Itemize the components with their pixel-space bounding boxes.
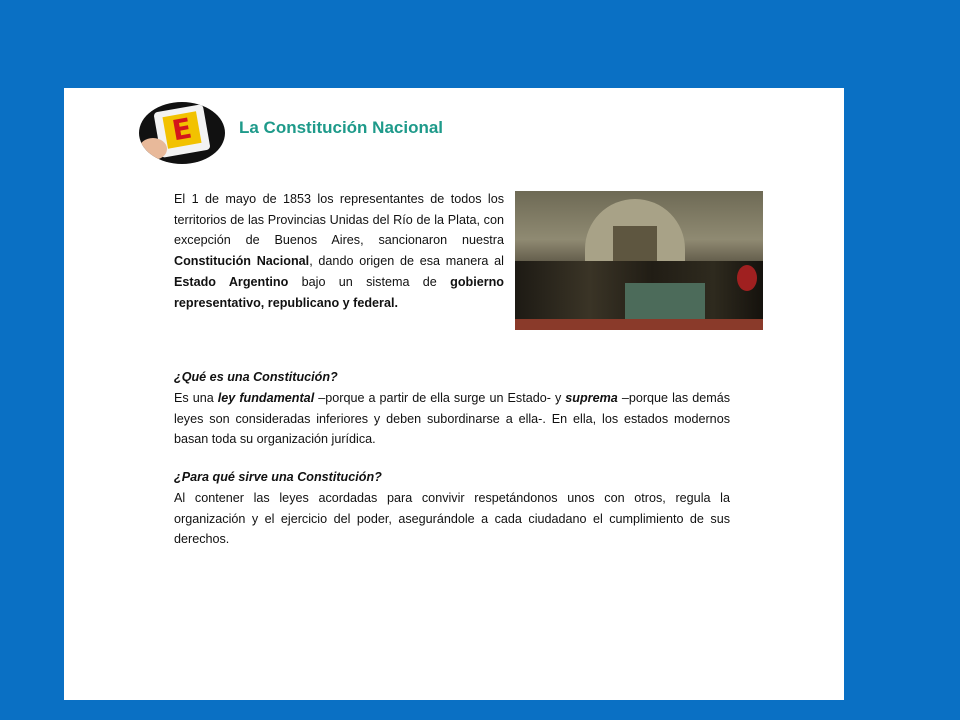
s1-text-1: Es una xyxy=(174,391,218,405)
intro-bold-gobierno: gobierno representativo, republicano y federal xyxy=(174,274,504,310)
intro-text-2: , dando origen de esa manera al xyxy=(309,254,504,269)
intro-text-4: . xyxy=(394,295,398,310)
painting-floor xyxy=(515,319,763,330)
intro-text-1: El 1 de mayo de 1853 los representantes de todos los territorios de las Provincias Unidas del Río de la Plata, con excepción de Buenos Aires, sancionaron nuestra xyxy=(174,192,504,248)
intro-paragraph xyxy=(174,189,504,313)
logo-letter-tile xyxy=(162,111,201,148)
section-paragraph-para-que: Al contener las leyes acordadas para convivir respetándonos unos con otros, regula la organización y el ejercicio del poder, asegurándole a cada ciudadano el cumplimiento de sus derechos. xyxy=(174,491,730,547)
painting-red-chair xyxy=(737,265,757,291)
s1-text-3: –porque las demás leyes son consideradas inferiores y deben subordinarse a ella-. En ella, los estados modernos basan toda su organización jurídica. xyxy=(174,391,730,447)
logo-icon xyxy=(139,102,225,164)
section-paragraph-que-es xyxy=(174,388,730,450)
page-title: La Constitución Nacional xyxy=(239,118,444,137)
section-heading-que-es: ¿Qué es una Constitución? xyxy=(174,370,338,384)
logo-letter: E xyxy=(169,111,195,148)
intro-bold-estado: Estado Argentino xyxy=(174,274,289,289)
intro-bold-constitucion: Constitución Nacional xyxy=(174,254,310,269)
logo-hand xyxy=(139,138,167,160)
historical-painting-image xyxy=(515,191,763,330)
intro-text-3: bajo un sistema de xyxy=(288,274,451,289)
s1-text-2: –porque a partir de ella surge un Estado- y xyxy=(314,391,566,405)
s1-emph-suprema: suprema xyxy=(565,391,618,405)
s1-emph-ley: ley fundamental xyxy=(217,391,315,405)
section-heading-para-que: ¿Para qué sirve una Constitución? xyxy=(174,470,382,484)
painting-table xyxy=(625,283,705,323)
document-page xyxy=(64,88,844,700)
